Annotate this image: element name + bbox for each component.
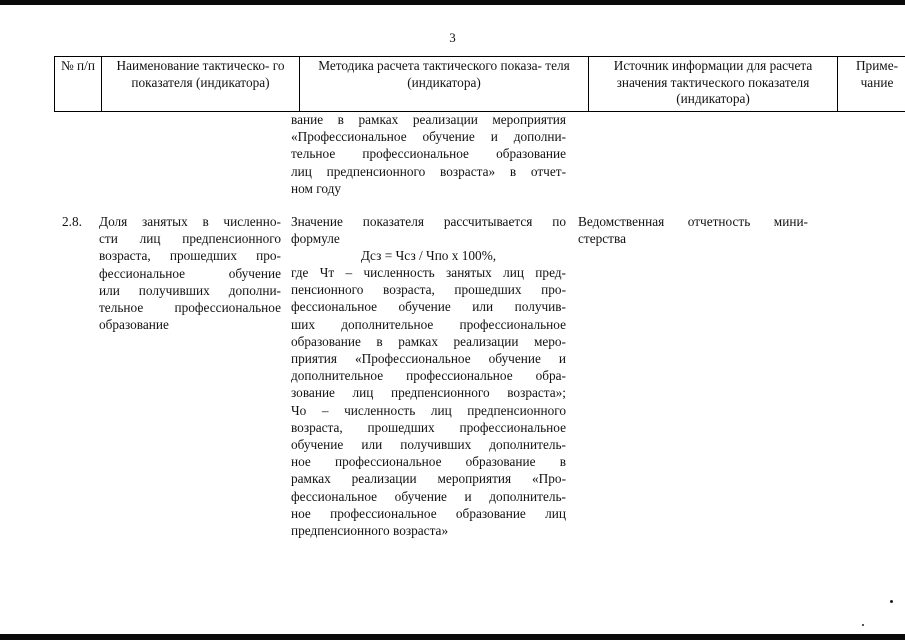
header-method: Методика расчета тактического показа- теля (индикатора) [300,57,589,112]
text-line: возраста, прошедших про- [99,248,281,264]
method-continuation [291,111,566,197]
text-line: обучение или получивших дополнитель- [291,437,566,453]
header-source: Источник информации для расчета значения тактического показателя (индикатора) [589,57,838,112]
table-header [54,56,905,112]
text-line: ное профессиональное образование в [291,454,566,470]
text-line: или получивших дополни- [99,282,281,298]
text-line: предпенсионного возраста» [291,523,449,539]
row-number: 2.8. [62,214,82,229]
text-line: пенсионного возраста, прошедших про- [291,282,566,298]
text-line: тельное профессиональное образование [291,146,566,162]
text-line: ном году [291,180,342,196]
text-line: вание в рамках реализации мероприятия [291,112,566,127]
text-line: рамках реализации мероприятия «Про- [291,471,566,487]
page-number: 3 [449,30,456,45]
text-line: Чо – численность лиц предпенсионного [291,402,566,418]
text-line: формуле [291,231,340,247]
text-line: ное профессиональное образование лиц [291,505,566,521]
text-line: стерства [578,231,626,247]
info-source [578,213,808,247]
text-line: «Профессиональное обучение и дополни- [291,129,566,145]
text-line: Доля занятых в численно- [99,214,281,229]
text-line: лиц предпенсионного возраста» в отчет- [291,163,566,179]
text-line: где Чт – численность занятых лиц пред- [291,265,566,280]
formula: Дсз = Чсз / Чпо х 100%, [360,248,497,263]
text-line: фессиональное обучение [99,265,281,281]
top-border-bar [0,0,905,5]
header-num: № п/п [55,57,102,112]
text-line: Ведомственная отчетность мини- [578,214,808,229]
text-line: образование [99,317,169,333]
text-line: ших дополнительное профессиональное [291,316,566,332]
text-line: Значение показателя рассчитывается по [291,214,566,229]
text-line: дополнительное профессиональное обра- [291,368,566,384]
method-description [291,264,566,539]
text-line: фессиональное обучение и дополнитель- [291,488,566,504]
text-line: приятия «Профессиональное обучение и [291,351,566,367]
text-line: фессиональное обучение или получив- [291,299,566,315]
scan-speck [862,624,864,626]
text-line: образование в рамках реализации меро- [291,333,566,349]
scan-speck [890,600,893,603]
method-intro [291,213,566,247]
header-name: Наименование тактическо- го показателя (индикатора) [102,57,300,112]
text-line: зование лиц предпенсионного возраста»; [291,385,566,401]
text-line: возраста, прошедших профессиональное [291,419,566,435]
bottom-border-bar [0,634,905,640]
text-line: сти лиц предпенсионного [99,231,281,247]
indicator-name [99,213,281,333]
header-note: Приме- чание [838,57,905,112]
text-line: тельное профессиональное [99,300,281,316]
